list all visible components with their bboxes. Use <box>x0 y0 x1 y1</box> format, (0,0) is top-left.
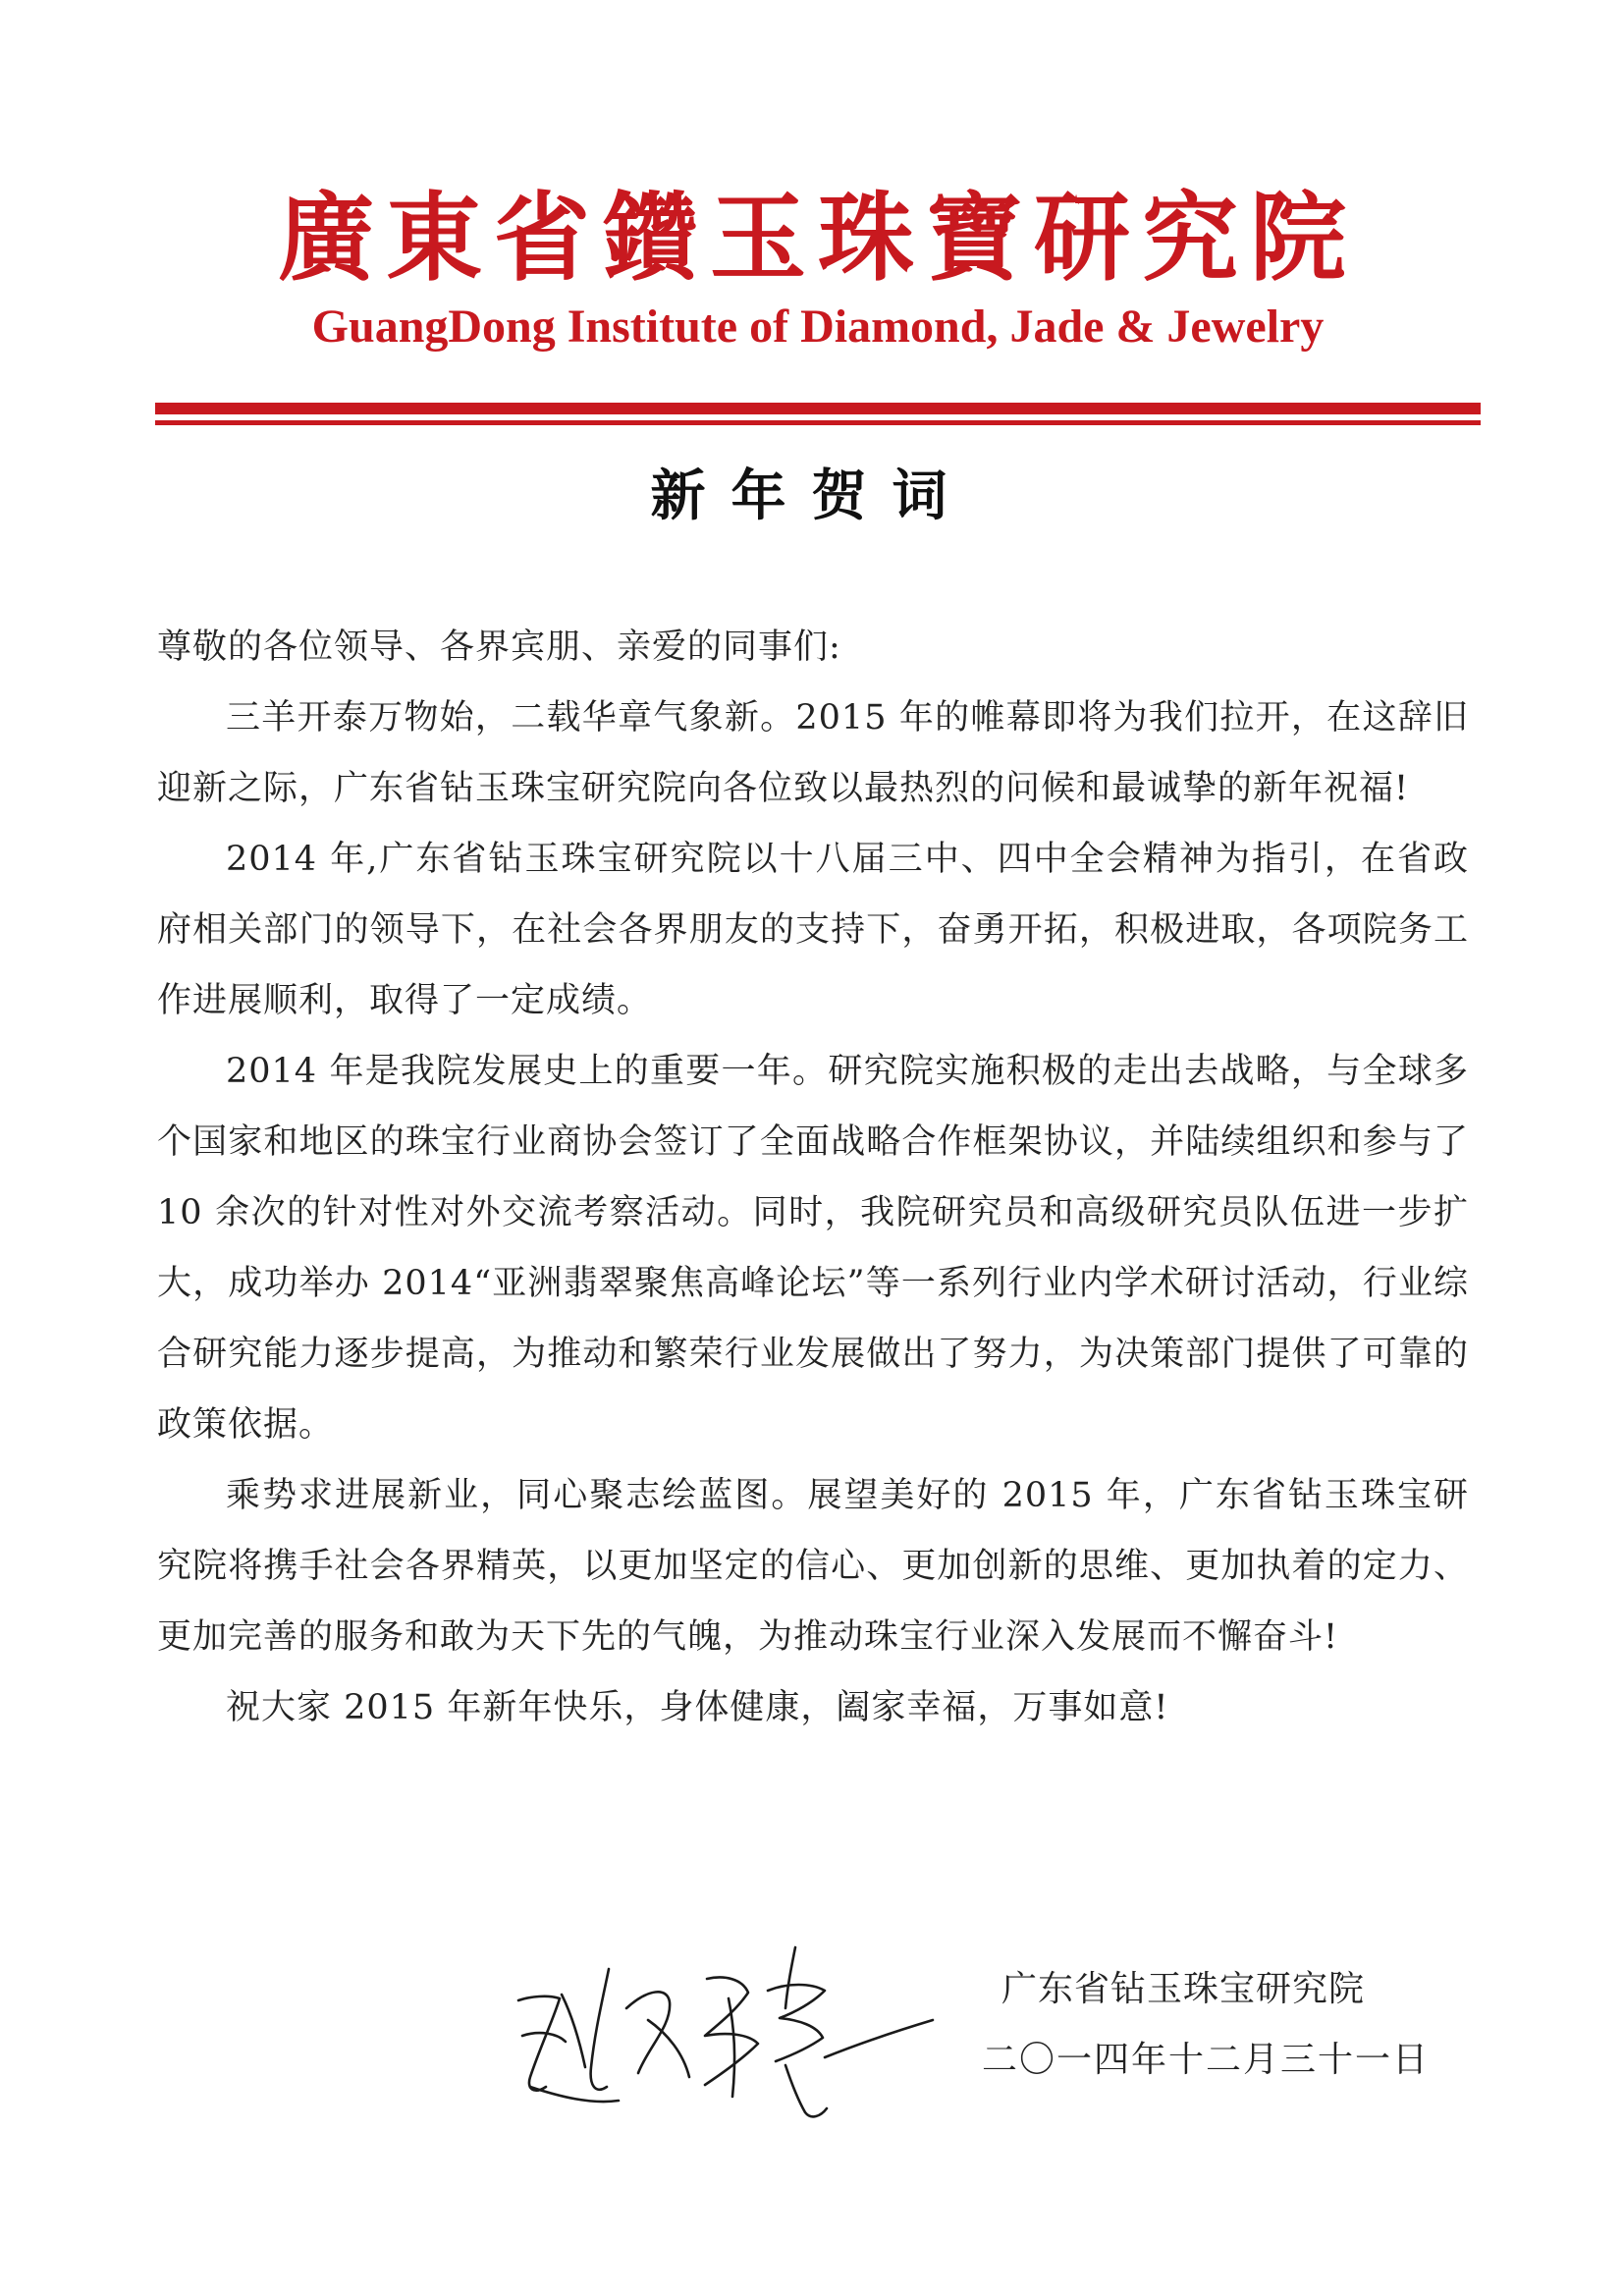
org-name-english: GuangDong Institute of Diamond, Jade & Jewelry <box>311 301 1325 353</box>
paragraph-2014-summary: 2014 年,广东省钻玉珠宝研究院以十八届三中、四中全会精神为指引，在省政府相关部门的领导下，在社会各界朋友的支持下，奋勇开拓，积极进取，各项院务工作进展顺利，取得了一定成绩。 <box>157 840 1469 1020</box>
closing-date: 二〇一四年十二月三十一日 <box>982 2040 1431 2080</box>
document-title: 新年贺词 <box>650 464 973 528</box>
letterhead-rule-thick <box>155 403 1481 414</box>
letterhead-rule-thin <box>155 420 1481 425</box>
letter-body <box>157 612 1469 1743</box>
paragraph-greeting: 三羊开泰万物始，二载华章气象新。2015 年的帷幕即将为我们拉开，在这辞旧迎新之际，广东省钻玉珠宝研究院向各位致以最热烈的问候和最诚挚的新年祝福! <box>157 698 1469 808</box>
handwritten-signature <box>501 1940 1051 2136</box>
paragraph-2014-achievements: 2014 年是我院发展史上的重要一年。研究院实施积极的走出去战略，与全球多个国家和地区的珠宝行业商协会签订了全面战略合作框架协议，并陆续组织和参与了 10 余次的针对性对外交流考察活动。同时，我院研究员和高级研究员队伍进一步扩大，成功举办 2014“亚洲翡翠聚焦高峰论坛”等一系列行业内学术研讨活动，行业综合研究能力逐步提高，为推动和繁荣行业发展做出了努力，为决策部门提供了可靠的政策依据。 <box>157 1052 1469 1445</box>
paragraph-wishes: 祝大家 2015 年新年快乐，身体健康，阖家幸福，万事如意! <box>226 1688 1169 1727</box>
org-name-chinese: 廣東省鑽玉珠寶研究院 <box>277 182 1358 295</box>
paragraph-2015-outlook: 乘势求进展新业，同心聚志绘蓝图。展望美好的 2015 年，广东省钻玉珠宝研究院将携手社会各界精英，以更加坚定的信心、更加创新的思维、更加执着的定力、更加完善的服务和敢为天下先的气魄，为推动珠宝行业深入发展而不懈奋斗! <box>157 1476 1469 1657</box>
salutation: 尊敬的各位领导、各界宾朋、亲爱的同事们: <box>157 628 841 667</box>
closing-organization: 广东省钻玉珠宝研究院 <box>1001 1969 1366 2009</box>
letterhead <box>155 172 1481 412</box>
letter-closing <box>982 1954 1473 2096</box>
